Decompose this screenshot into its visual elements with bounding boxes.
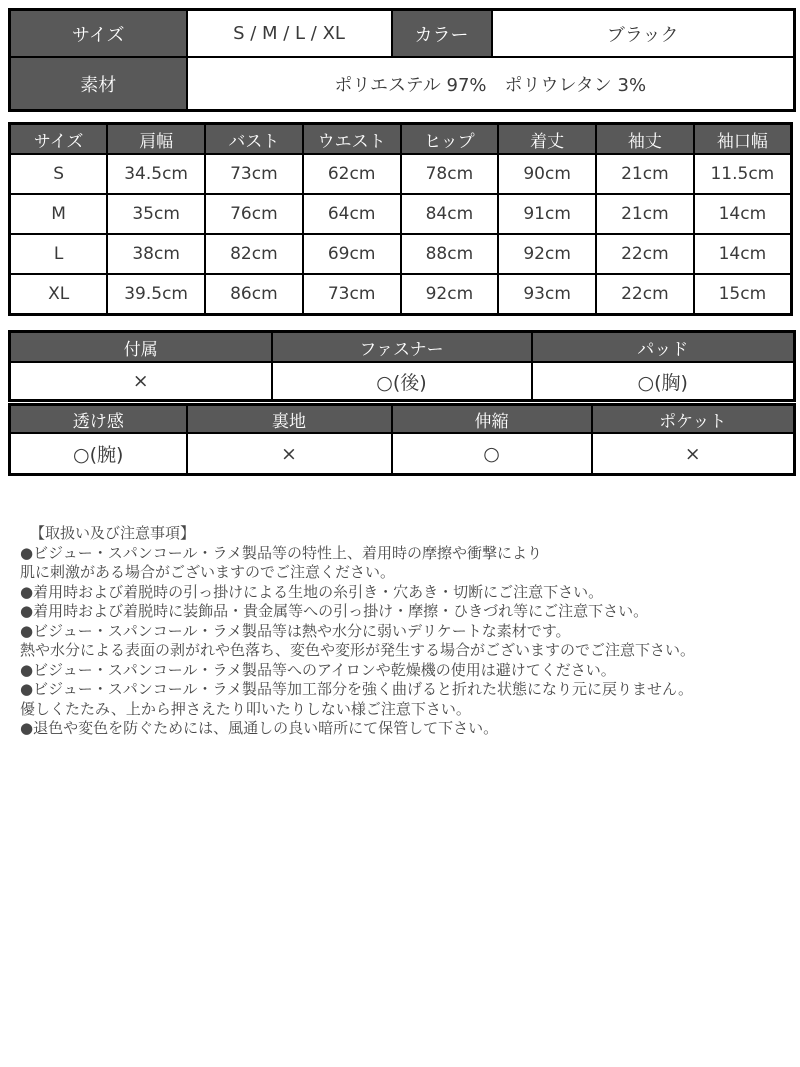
size-label-cell: サイズ xyxy=(10,10,187,58)
size-chart-table xyxy=(8,122,793,316)
care-note-line: ●着用時および着脱時に装飾品・貴金属等への引っ掛け・摩擦・ひきづれ等にご注意下さい。 xyxy=(20,602,649,620)
data-cell: 21cm xyxy=(596,154,694,194)
data-cell: L xyxy=(10,234,108,274)
size-value-cell: S / M / L / XL xyxy=(187,10,392,58)
care-note-line: ●ビジュー・スパンコール・ラメ製品等は熱や水分に弱いデリケートな素材です。 xyxy=(20,621,571,640)
features-table-1 xyxy=(8,330,796,402)
data-cell: 22cm xyxy=(596,234,694,274)
data-cell: ○ xyxy=(392,433,592,475)
header-cell: 肩幅 xyxy=(107,124,205,155)
header-cell: ファスナー xyxy=(272,332,532,363)
care-notes xyxy=(20,524,782,739)
data-cell: 76cm xyxy=(205,194,303,234)
care-notes-title: 【取扱い及び注意事項】 xyxy=(30,524,196,542)
header-cell: ヒップ xyxy=(401,124,499,155)
header-cell: パッド xyxy=(532,332,795,363)
header-cell: サイズ xyxy=(10,124,108,155)
data-cell: 82cm xyxy=(205,234,303,274)
data-cell: 78cm xyxy=(401,154,499,194)
care-note-line: 優しくたたみ、上から押さえたり叩いたりしない様ご注意下さい。 xyxy=(20,699,471,718)
data-cell: 86cm xyxy=(205,274,303,315)
header-cell: 着丈 xyxy=(498,124,596,155)
features-header-row xyxy=(10,405,795,434)
product-spec-table xyxy=(8,8,796,112)
size-chart-row-l xyxy=(10,234,792,274)
data-cell: × xyxy=(187,433,392,475)
data-cell: 39.5cm xyxy=(107,274,205,315)
care-note-line: 肌に刺激がある場合がございますのでご注意ください。 xyxy=(20,563,396,581)
care-note-line: ●ビジュー・スパンコール・ラメ製品等へのアイロンや乾燥機の使用は避けてください。 xyxy=(20,660,616,679)
data-cell: 34.5cm xyxy=(107,154,205,194)
data-cell: M xyxy=(10,194,108,234)
data-cell: 91cm xyxy=(498,194,596,234)
data-cell: 88cm xyxy=(401,234,499,274)
color-label-cell: カラー xyxy=(392,10,492,58)
data-cell: 73cm xyxy=(205,154,303,194)
features-header-row xyxy=(10,332,795,363)
care-note-line: ●退色や変色を防ぐためには、風通しの良い暗所にて保管して下さい。 xyxy=(20,719,499,737)
table-row xyxy=(10,10,795,58)
header-cell: バスト xyxy=(205,124,303,155)
data-cell: ○(胸) xyxy=(532,362,795,401)
header-cell: ポケット xyxy=(592,405,795,434)
header-cell: 袖丈 xyxy=(596,124,694,155)
table-row xyxy=(10,57,795,111)
data-cell: × xyxy=(592,433,795,475)
data-cell: 64cm xyxy=(303,194,401,234)
data-cell: S xyxy=(10,154,108,194)
data-cell: 14cm xyxy=(694,194,792,234)
header-cell: 袖口幅 xyxy=(694,124,792,155)
data-cell: 21cm xyxy=(596,194,694,234)
features-value-row xyxy=(10,433,795,475)
data-cell: 92cm xyxy=(498,234,596,274)
data-cell: 15cm xyxy=(694,274,792,315)
data-cell: ○(腕) xyxy=(10,433,187,475)
data-cell: 35cm xyxy=(107,194,205,234)
data-cell: 14cm xyxy=(694,234,792,274)
data-cell: 92cm xyxy=(401,274,499,315)
header-cell: 透け感 xyxy=(10,405,187,434)
color-value-cell: ブラック xyxy=(492,10,795,58)
features-value-row xyxy=(10,362,795,401)
data-cell: 11.5cm xyxy=(694,154,792,194)
header-cell: 伸縮 xyxy=(392,405,592,434)
header-cell: 裏地 xyxy=(187,405,392,434)
care-note-line: 熱や水分による表面の剥がれや色落ち、変色や変形が発生する場合がございますのでご注意下さい。 xyxy=(20,641,696,659)
size-chart-header-row xyxy=(10,124,792,155)
data-cell: 62cm xyxy=(303,154,401,194)
data-cell: 22cm xyxy=(596,274,694,315)
data-cell: 90cm xyxy=(498,154,596,194)
data-cell: 69cm xyxy=(303,234,401,274)
size-chart-row-m xyxy=(10,194,792,234)
care-note-line: ●着用時および着脱時の引っ掛けによる生地の糸引き・穴あき・切断にご注意下さい。 xyxy=(20,582,604,601)
size-chart-row-xl xyxy=(10,274,792,315)
care-note-line: ●ビジュー・スパンコール・ラメ製品等の特性上、着用時の摩擦や衝撃により xyxy=(20,543,543,562)
material-value-cell: ポリエステル 97% ポリウレタン 3% xyxy=(187,57,795,111)
data-cell: 38cm xyxy=(107,234,205,274)
data-cell: 73cm xyxy=(303,274,401,315)
data-cell: 93cm xyxy=(498,274,596,315)
data-cell: 84cm xyxy=(401,194,499,234)
care-note-line: ●ビジュー・スパンコール・ラメ製品等加工部分を強く曲げると折れた状態になり元に戻りません。 xyxy=(20,680,693,698)
data-cell: × xyxy=(10,362,272,401)
data-cell: XL xyxy=(10,274,108,315)
header-cell: 付属 xyxy=(10,332,272,363)
size-chart-row-s xyxy=(10,154,792,194)
features-table-2 xyxy=(8,403,796,476)
data-cell: ○(後) xyxy=(272,362,532,401)
header-cell: ウエスト xyxy=(303,124,401,155)
material-label-cell: 素材 xyxy=(10,57,187,111)
